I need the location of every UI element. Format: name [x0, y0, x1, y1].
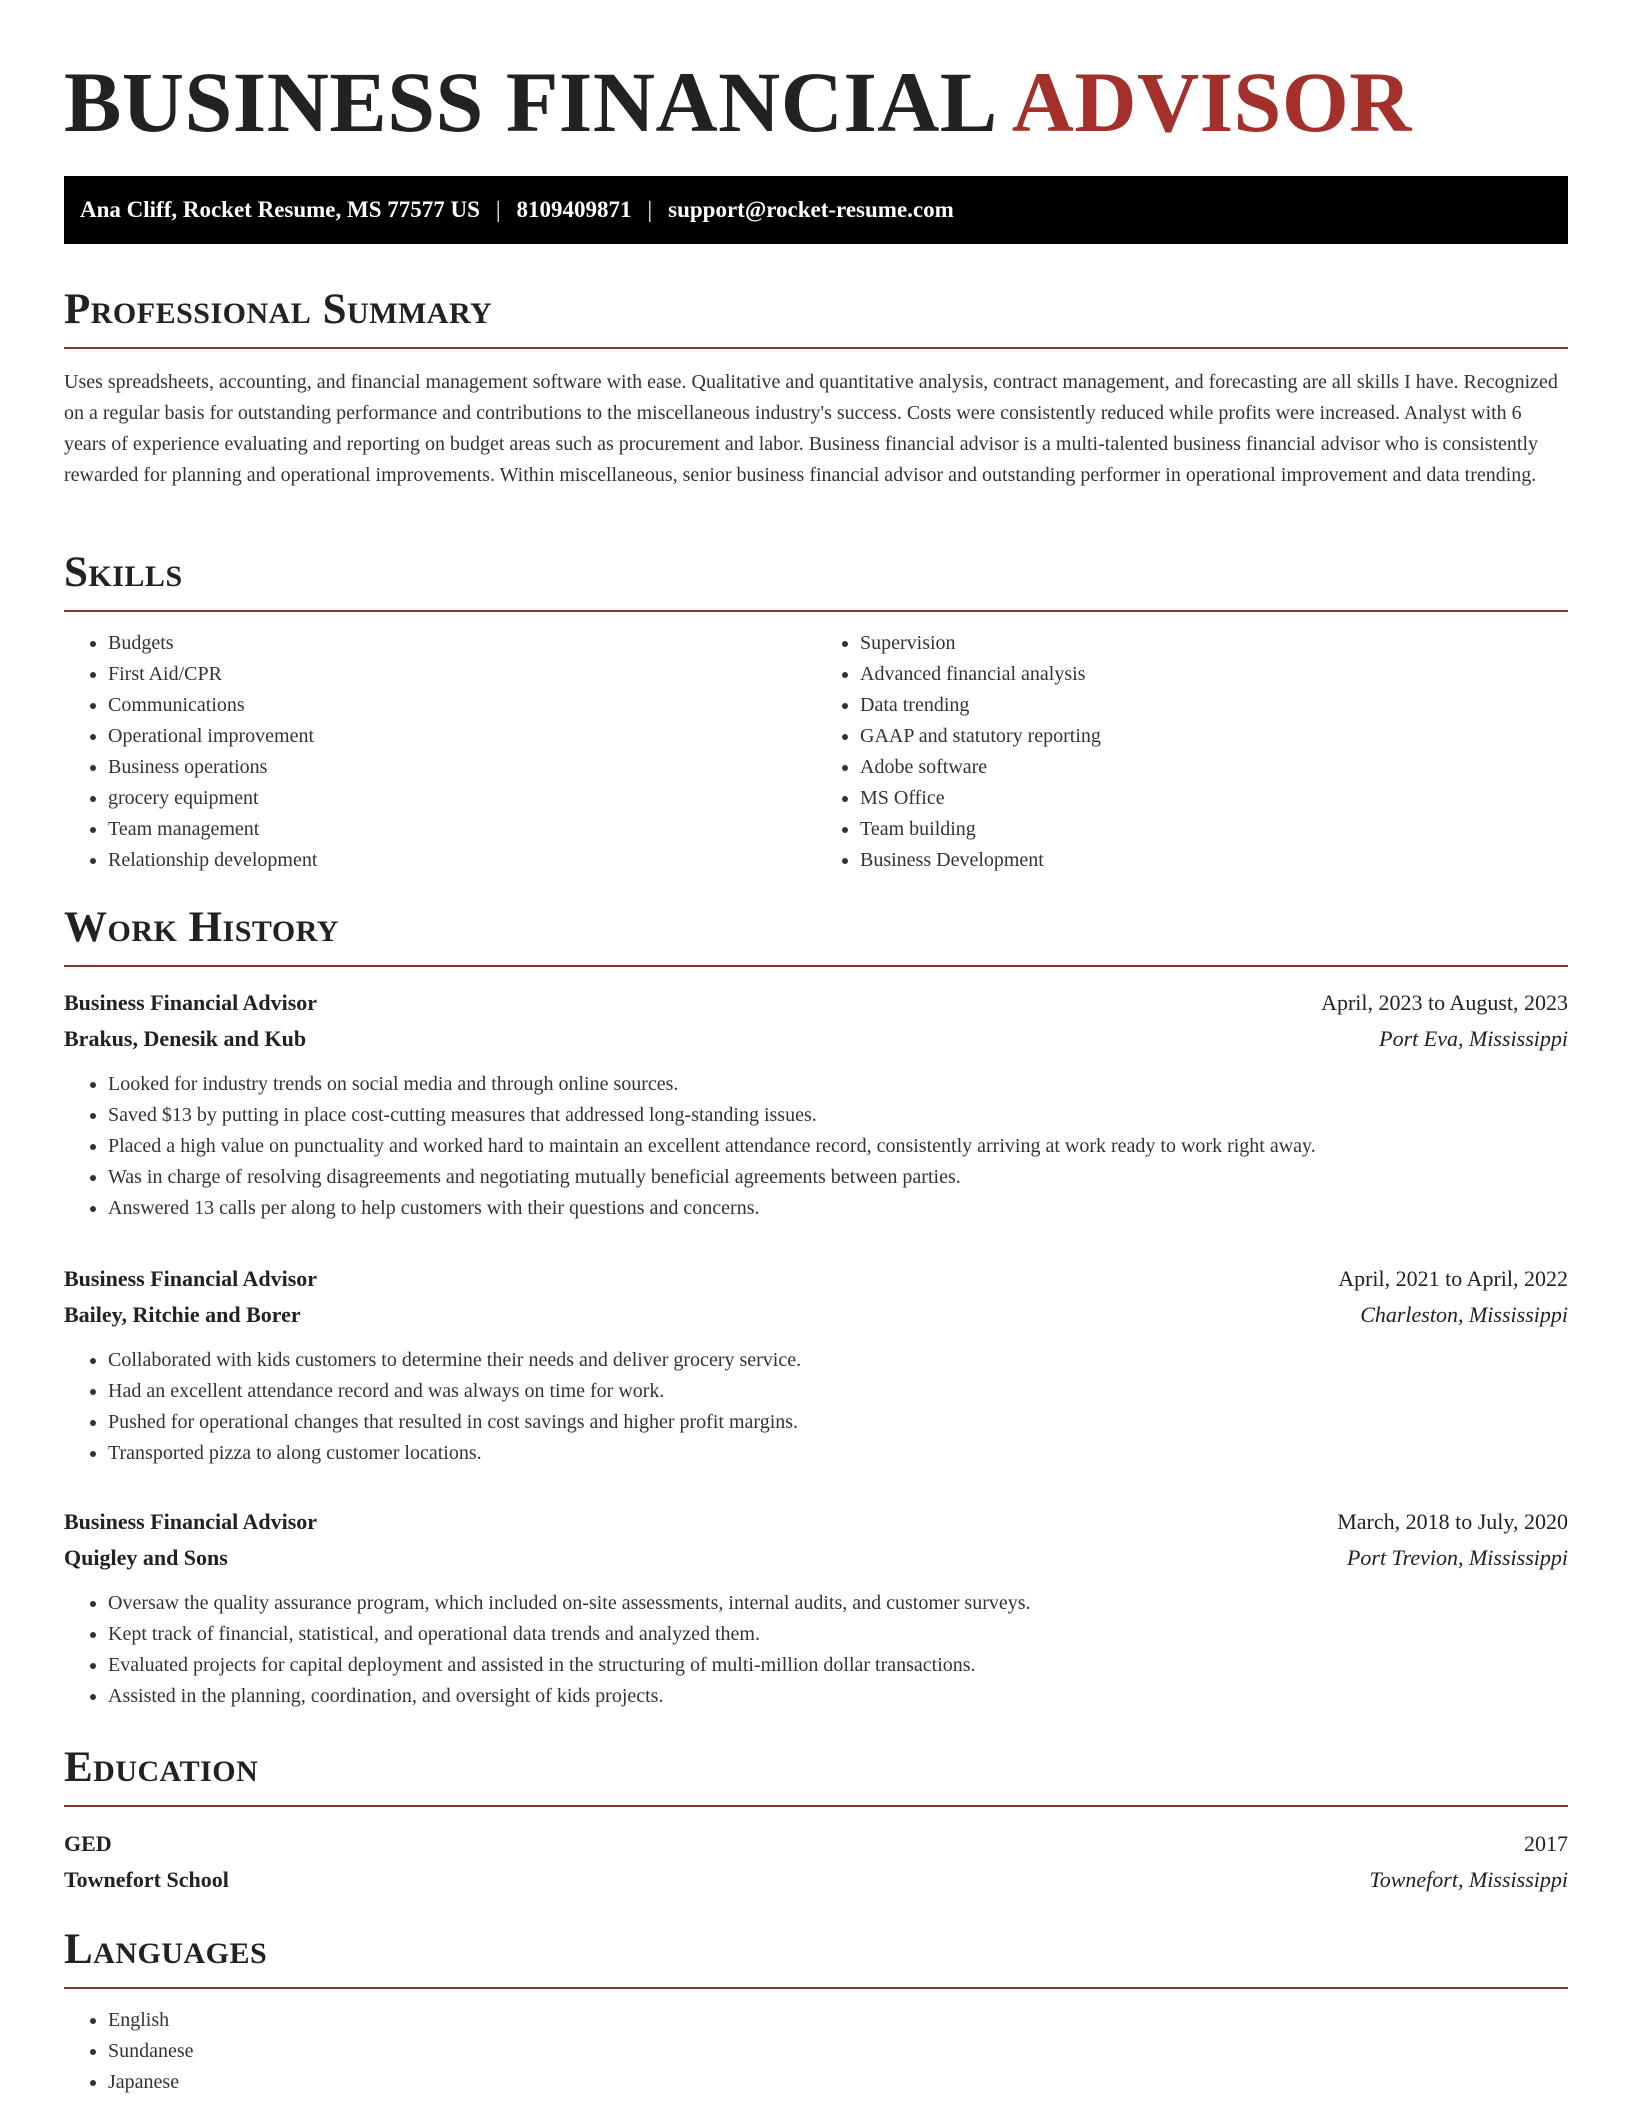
skill-item: • Operational improvement	[108, 721, 816, 752]
section-divider	[64, 1987, 1568, 1989]
job-company: Bailey, Ritchie and Borer	[64, 1302, 301, 1327]
skill-item: • Supervision	[860, 628, 1568, 659]
skill-item: • First Aid/CPR	[108, 659, 816, 690]
section-title: Work History	[64, 904, 339, 951]
job-title: Business Financial Advisor	[64, 1509, 318, 1534]
job-bullet: • Had an excellent attendance record and was always on time for work.	[108, 1376, 1568, 1407]
section-divider	[64, 610, 1568, 612]
title-main: BUSINESS FINANCIAL	[64, 54, 998, 150]
skill-item: • Adobe software	[860, 752, 1568, 783]
skill-item: • Communications	[108, 690, 816, 721]
job-company: Brakus, Denesik and Kub	[64, 1026, 307, 1051]
language-item: • Japanese	[108, 2067, 1568, 2098]
contact-address: Ana Cliff, Rocket Resume, MS 77577 US	[80, 197, 480, 222]
job-title: Business Financial Advisor	[64, 1266, 318, 1291]
education-year: 2017	[1524, 1831, 1568, 1856]
job-bullet: • Kept track of financial, statistical, and operational data trends and analyzed them.	[108, 1619, 1568, 1650]
education-section	[64, 1743, 1568, 1807]
language-item: • Sundanese	[108, 2036, 1568, 2067]
summary-text: Uses spreadsheets, accounting, and financial management software with ease. Qualitative and quantitative analysis, contract management, and forecasting are all skills I have. Recognized on a regular basis for outstanding performance and contributions to the miscellaneous industry's success. Costs were consistently reduced while profits were increased. Analyst with 6 years of experience evaluating and reporting on budget areas such as procurement and labor. Business financial advisor is a multi-talented business financial advisor who is consistently rewarded for planning and operational improvements. Within miscellaneous, senior business financial advisor and outstanding performer in operational improvement and data trending.	[64, 371, 1558, 486]
skill-item: • Business Development	[860, 845, 1568, 876]
job-location: Port Eva, Mississippi	[1379, 1026, 1568, 1051]
contact-separator: |	[647, 197, 653, 222]
skills-section	[64, 548, 1568, 876]
job-dates: March, 2018 to July, 2020	[1337, 1509, 1568, 1534]
job-bullet: • Oversaw the quality assurance program, which included on-site assessments, internal audits, and customer surveys.	[108, 1588, 1568, 1619]
resume-header	[64, 0, 1568, 150]
job-company: Quigley and Sons	[64, 1545, 228, 1570]
contact-email: support@rocket-resume.com	[668, 197, 954, 222]
section-divider	[64, 1805, 1568, 1807]
job-entry	[64, 1504, 1568, 1712]
skills-list-right	[816, 628, 1568, 876]
skills-list-left	[64, 628, 816, 876]
skill-item: • Relationship development	[108, 845, 816, 876]
skill-item: • Budgets	[108, 628, 816, 659]
skill-item: • Advanced financial analysis	[860, 659, 1568, 690]
job-bullet: • Transported pizza to along customer locations.	[108, 1438, 1568, 1469]
languages-section	[64, 1925, 1568, 2098]
job-bullet: • Collaborated with kids customers to determine their needs and deliver grocery service.	[108, 1345, 1568, 1376]
skill-item: • MS Office	[860, 783, 1568, 814]
education-degree: GED	[64, 1831, 112, 1856]
section-title: Professional Summary	[64, 286, 493, 333]
section-title: Languages	[64, 1926, 268, 1973]
job-bullet: • Assisted in the planning, coordination, and oversight of kids projects.	[108, 1681, 1568, 1712]
section-title: Skills	[64, 549, 183, 596]
skills-columns	[64, 628, 1568, 876]
education-entry	[64, 1826, 1568, 1898]
job-bullets	[64, 1588, 1568, 1712]
contact-separator: |	[495, 197, 501, 222]
job-dates: April, 2021 to April, 2022	[1338, 1266, 1568, 1291]
work-history-section	[64, 903, 1568, 967]
job-bullet: • Saved $13 by putting in place cost-cutting measures that addressed long-standing issues.	[108, 1100, 1568, 1131]
job-bullet: • Answered 13 calls per along to help customers with their questions and concerns.	[108, 1193, 1568, 1224]
section-title: Education	[64, 1744, 259, 1791]
skill-item: • Data trending	[860, 690, 1568, 721]
job-dates: April, 2023 to August, 2023	[1321, 990, 1568, 1015]
job-entry	[64, 1261, 1568, 1469]
title-accent: ADVISOR	[1011, 54, 1412, 150]
job-location: Charleston, Mississippi	[1360, 1302, 1568, 1327]
contact-bar	[64, 176, 1568, 244]
job-location: Port Trevion, Mississippi	[1346, 1545, 1568, 1570]
education-school: Townefort School	[64, 1867, 229, 1892]
skill-item: • Business operations	[108, 752, 816, 783]
skill-item: • GAAP and statutory reporting	[860, 721, 1568, 752]
education-location: Townefort, Mississippi	[1369, 1867, 1568, 1892]
skill-item: • grocery equipment	[108, 783, 816, 814]
job-bullets	[64, 1345, 1568, 1469]
job-title: Business Financial Advisor	[64, 990, 318, 1015]
contact-phone: 8109409871	[516, 197, 632, 222]
job-bullet: • Pushed for operational changes that resulted in cost savings and higher profit margins.	[108, 1407, 1568, 1438]
job-bullet: • Evaluated projects for capital deployment and assisted in the structuring of multi-million dollar transactions.	[108, 1650, 1568, 1681]
language-item: • English	[108, 2005, 1568, 2036]
job-bullet: • Was in charge of resolving disagreements and negotiating mutually beneficial agreements between parties.	[108, 1162, 1568, 1193]
summary-section	[64, 285, 1568, 511]
languages-list	[64, 2005, 1568, 2098]
job-bullet: • Placed a high value on punctuality and worked hard to maintain an excellent attendance record, consistently arriving at work ready to work right away.	[108, 1131, 1568, 1162]
skill-item: • Team management	[108, 814, 816, 845]
job-entry	[64, 985, 1568, 1224]
resume-title	[64, 56, 1568, 148]
section-divider	[64, 347, 1568, 349]
job-bullet: • Looked for industry trends on social media and through online sources.	[108, 1069, 1568, 1100]
skill-item: • Team building	[860, 814, 1568, 845]
job-bullets	[64, 1069, 1568, 1224]
section-divider	[64, 965, 1568, 967]
